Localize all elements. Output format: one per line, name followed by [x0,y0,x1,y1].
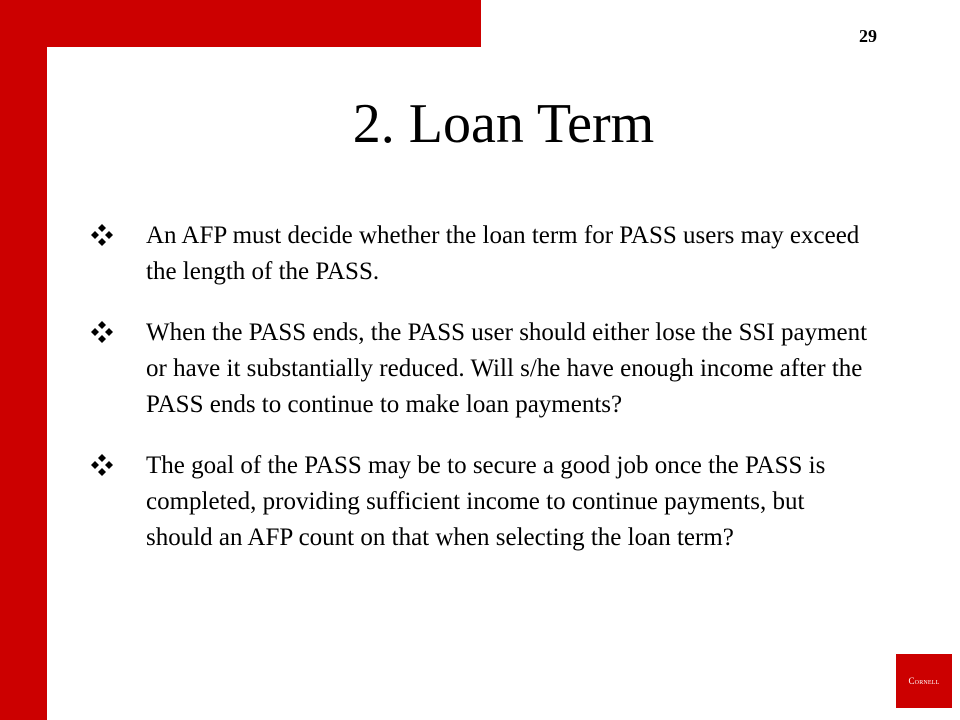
bullet-text: An AFP must decide whether the loan term for PASS users may exceed the length of the PASS. [146,222,860,285]
bullet-text: The goal of the PASS may be to secure a good job once the PASS is completed, providing sufficient income to continue payments, but should an AFP count on that when selecting the loan term? [146,452,826,551]
slide-title: 2. Loan Term [352,93,655,155]
four-diamond-bullet-icon [90,453,114,477]
cornell-logo [896,654,952,708]
bullet-item [90,448,870,556]
four-diamond-bullet-icon [90,223,114,247]
bullet-list [90,218,870,581]
bullet-text: When the PASS ends, the PASS user should either lose the SSI payment or have it substantially reduced. Will s/he have enough income after the PASS ends to continue to make loan payments? [146,319,868,418]
top-accent-bar [0,0,481,47]
left-accent-bar [0,0,47,720]
four-diamond-bullet-icon [90,320,114,344]
bullet-item [90,315,870,423]
page-number: 29 [859,26,877,46]
logo-text: Cornell [908,676,940,686]
bullet-item [90,218,870,290]
